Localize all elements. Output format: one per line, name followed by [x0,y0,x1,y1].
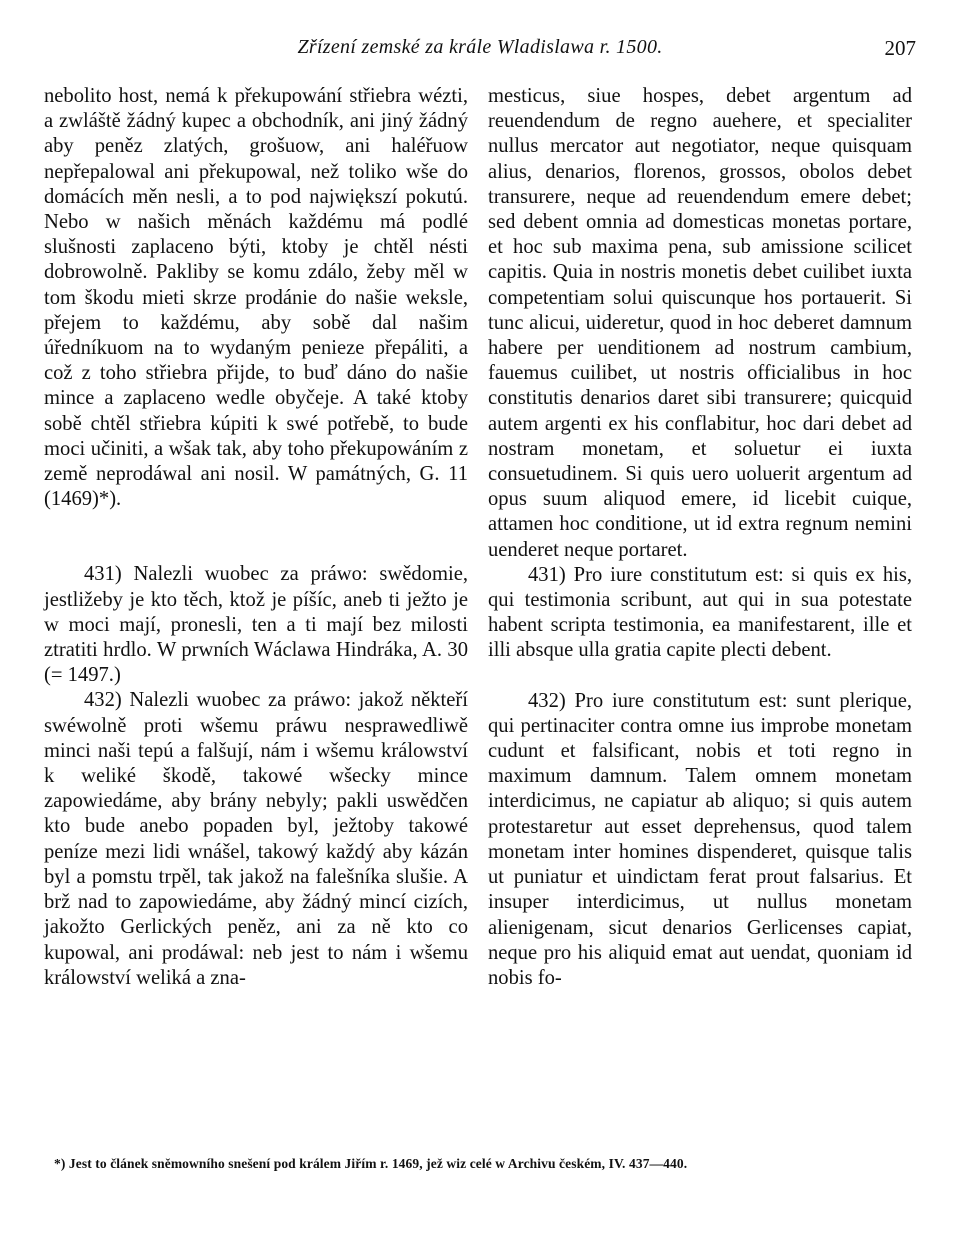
latin-paragraph-431: 431) Pro iure constitutum est: si quis ex his, qui testimonia scribunt, aut qui in sua potestate habent scripta testimonia, ea manifestarent, ille et illi absque ulla gratia capite plecti debent. [488,563,912,662]
czech-paragraph-continuation: nebolito host, nemá k překupowání střiebra wézti, a zwláště žádný kupec a obchodník, ani jiný žádný aby peněz zlatých, grošuow, ani haléřuow nepřepalowal ani překupowal, než toliko wše do domácích měn nesli, a to pod największí pokutú. Nebo w našich měnách každému má podlé slušnosti zaplaceno býti, ktoby je chtěl nésti dobrowolně. Pakliby se komu zdálo, žeby měl w tom škodu mieti skrze prodánie do našie weksle, přejem to každému, aby sobě dal našim úředníkuom na to wydaným penieze přepáliti, a což z toho střiebra přijde, to buď dáno do našie mince a zaplaceno wedle obyčeje. A také ktoby sobě chtěl střiebra kúpiti k swé potřebě, to bude moci učiniti, a wšak tak, aby toho překupowáním z země neprodáwal ani nosil. W památných, G. 11 (1469)*). [44,85,468,511]
footnote: *) Jest to článek sněmowního snešení pod králem Jiřím r. 1469, jež wiz celé w Archivu českém, IV. 437—440. [54,1156,688,1171]
page-header [44,36,916,66]
running-title: Zřízení zemské za krále Wladislawa r. 1500. [297,36,663,58]
czech-column [44,84,468,991]
page-number: 207 [884,36,916,60]
latin-paragraph-continuation: mesticus, siue hospes, debet argentum ad reuendendum de regno auehere, et specialiter nullus mercator aut negotiator, neque quisquam alius, denarios, florenos, grossos, obolos debet transurere, neque ad reuendendum emere debet; sed debent omnia ad domesticas monetas portare, et hoc sub maxima pena, sub amissione scilicet capitis. Quia in nostris monetis debet cuilibet iuxta competentiam solui quiscunque hos portauerit. Si tunc alicui, uideretur, quod in hoc deberet damnum habere per uenditionem ad nostrum cambium, fauemus cuilibet, ut nostris officialibus in hoc constitutis denarios daret sibi transurere; quicquid autem argenti ex his conflabitur, hoc dari debet ad nostram monetam, et soluetur ei iuxta consuetudinem. Si quis uero uoluerit argentum ad opus suum aliquod emere, id licebit cuique, attamen hoc conditione, ut id extra regnum nemini uenderet neque portaret. [488,85,912,561]
czech-paragraph-431: 431) Nalezli wuobec za práwo: swědomie, jestližeby je kto těch, ktož je píšíc, aneb ti ježto je w moci mají, pronesli, ten a ti mají bez milosti ztratiti hrdlo. W prwních Wáclawa Hindráka, A. 30 (= 1497.) [44,563,468,687]
czech-paragraph-432: 432) Nalezli wuobec za práwo: jakož někteří swéwolně proti wšemu práwu nesprawedliwě minci naši tepú a falšují, nám i wšemu králowství k weliké škodě, takowé wšecky mince zapowiedáme, aby brány nebyly; pakli uswědčen kto bude anebo popaden byl, ježtoby takowé peníze mezi lidi wnášel, takowý každý aby kázán byl a pomstu trpěl, tak jakož na falešníka slušie. A brž nad to zapowiedáme, aby žádný mincí cizích, jakožto Gerlických peněz, ani za ně kto co kupowal, ani prodáwal: neb jest to nám i wšemu králowství weliká a zna- [44,689,468,989]
latin-paragraph-432: 432) Pro iure constitutum est: sunt plerique, qui pertinaciter contra omne ius improbe monetam cudunt et falsificant, nobis et toti regno in maximum damnum. Talem omnem monetam interdicimus, ne capiatur ab aliquo; si quis autem protestaretur aut esset deprehensus, quod talem monetam inter homines dispenderet, quisque talis ut puniatur et uindictam ferat prout falsarius. Et insuper interdicimus, ut nullus monetam alienigenam, sicut denarios Gerlicenses capiat, neque pro his aliquid emat aut uendat, quoniam id nobis fo- [488,689,912,989]
latin-column [488,84,912,991]
